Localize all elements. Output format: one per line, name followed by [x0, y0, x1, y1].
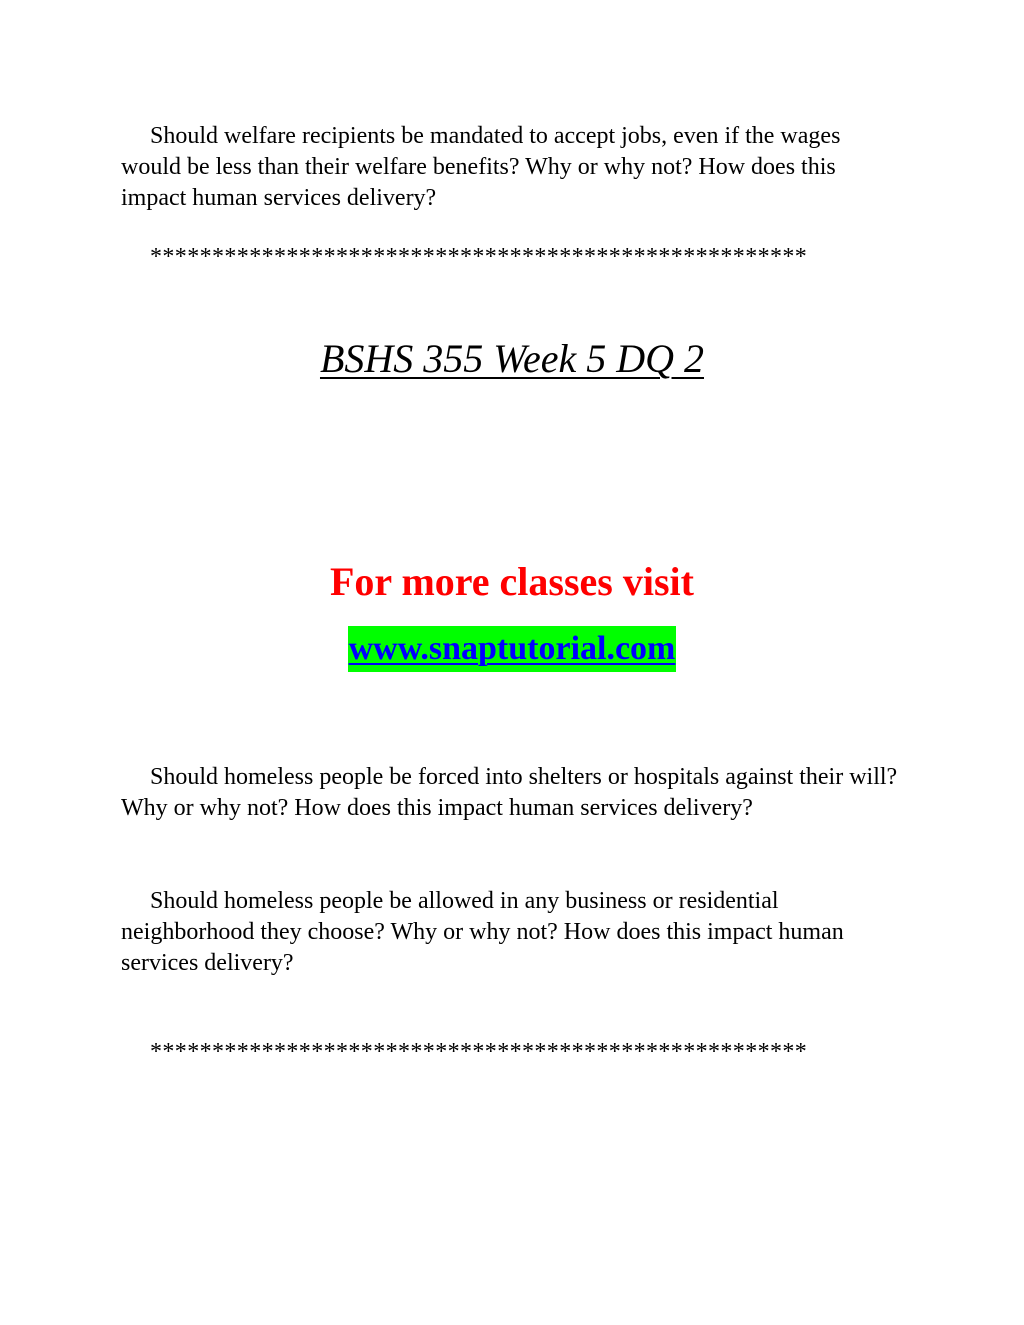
question-homeless-neighborhoods: Should homeless people be allowed in any business or residential neighborhood they choose? Why or why not? How does this impact human services delivery?	[121, 888, 844, 976]
website-link[interactable]: www.snaptutorial.com	[348, 626, 677, 672]
separator-bottom: *****************************************************	[150, 1039, 808, 1065]
promo-heading: For more classes visit	[329, 559, 694, 604]
question-homeless-shelters: Should homeless people be forced into shelters or hospitals against their will? Why or why not? How does this impact human services delivery?	[121, 764, 898, 821]
separator-top: *****************************************************	[150, 244, 808, 270]
website-link-container	[0, 626, 1024, 672]
course-title: BSHS 355 Week 5 DQ 2	[319, 336, 704, 381]
question-welfare-jobs: Should welfare recipients be mandated to accept jobs, even if the wages would be less than their welfare benefits? Why or why not? How does this impact human services delivery?	[121, 123, 841, 211]
